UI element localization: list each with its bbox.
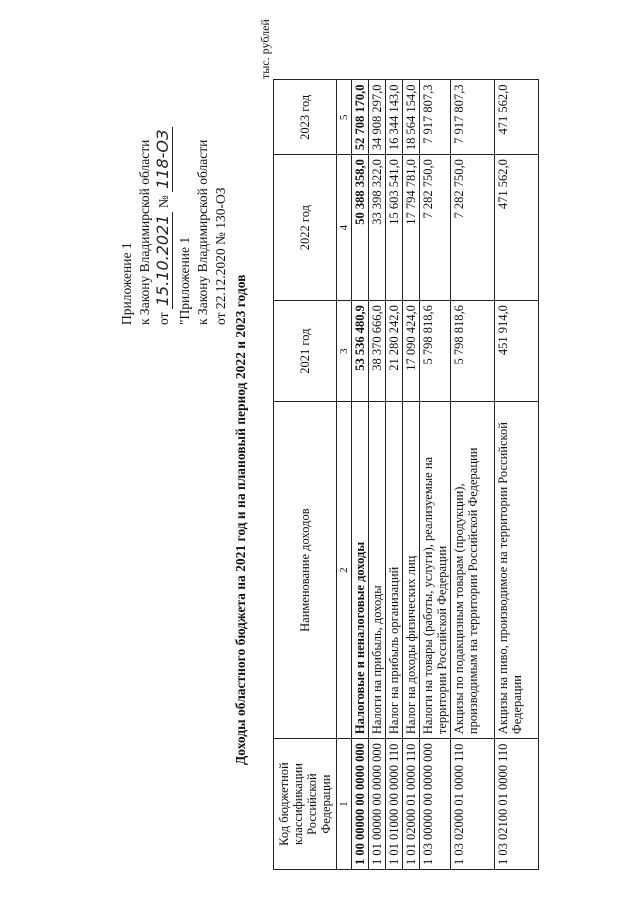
table-header-row — [274, 80, 337, 870]
row-2021: 21 280 242,0 — [386, 301, 403, 402]
income-table — [273, 80, 539, 871]
document-title: Доходы областного бюджета на 2021 год и на плановый период 2022 и 2023 годов — [233, 274, 248, 765]
header-name: Наименование доходов — [274, 402, 337, 739]
row-name: Налоги на прибыль, доходы — [369, 402, 386, 739]
column-number: 2 — [337, 402, 352, 739]
row-2021: 17 090 424,0 — [403, 301, 420, 402]
row-name: Акцизы по подакцизным товарам (продукции), производимым на территории Российской Федерации — [451, 402, 495, 739]
table-row — [369, 80, 386, 870]
row-2023: 16 344 143,0 — [386, 80, 403, 155]
column-number: 5 — [337, 80, 352, 155]
row-2021: 38 370 666,0 — [369, 301, 386, 402]
row-2021: 5 798 818,6 — [451, 301, 495, 402]
row-2021: 53 536 480,9 — [352, 301, 369, 402]
row-name: Акцизы на пиво, производимое на территории Российской Федерации — [495, 402, 539, 739]
row-2023: 18 564 154,0 — [403, 80, 420, 155]
row-name: Налог на прибыль организаций — [386, 402, 403, 739]
row-name: Налог на доходы физических лиц — [403, 402, 420, 739]
row-2021: 5 798 818,6 — [420, 301, 451, 402]
row-name: Налоги на товары (работы, услуги), реализуемые на территории Российской Федерации — [420, 402, 451, 739]
row-2023: 471 562,0 — [495, 80, 539, 155]
unit-label: тыс. рублей — [258, 19, 272, 79]
table-row — [420, 80, 451, 870]
original-appendix-law-ref: к Закону Владимирской области — [195, 139, 210, 325]
number-sign: № — [156, 195, 171, 209]
row-2021: 451 914,0 — [495, 301, 539, 402]
row-2023: 52 708 170,0 — [352, 80, 369, 155]
table-row — [403, 80, 420, 870]
table-row — [386, 80, 403, 870]
row-2023: 7 917 807,3 — [420, 80, 451, 155]
row-code: 1 01 00000 00 0000 000 — [369, 739, 386, 870]
appendix-header — [118, 127, 173, 325]
row-code: 1 00 00000 00 0000 000 — [352, 739, 369, 870]
header-2021: 2021 год — [274, 301, 337, 402]
row-2022: 17 794 781,0 — [403, 155, 420, 301]
header-2023: 2023 год — [274, 80, 337, 155]
appendix-from-label: от — [156, 312, 171, 325]
table-row — [495, 80, 539, 870]
row-code: 1 03 02000 01 0000 110 — [451, 739, 495, 870]
appendix-title: Приложение 1 — [119, 242, 134, 325]
column-number: 3 — [337, 301, 352, 402]
handwritten-date: 15.10.2021 — [153, 212, 173, 310]
row-2022: 50 388 358,0 — [352, 155, 369, 301]
row-name: Налоговые и неналоговые доходы — [352, 402, 369, 739]
column-number-row — [337, 80, 352, 870]
row-2023: 34 908 297,0 — [369, 80, 386, 155]
row-code: 1 03 02100 01 0000 110 — [495, 739, 539, 870]
row-code: 1 01 02000 01 0000 110 — [403, 739, 420, 870]
row-2022: 15 603 541,0 — [386, 155, 403, 301]
row-2022: 33 398 322,0 — [369, 155, 386, 301]
row-code: 1 01 01000 00 0000 110 — [386, 739, 403, 870]
row-2022: 7 282 750,0 — [420, 155, 451, 301]
row-code: 1 03 00000 00 0000 000 — [420, 739, 451, 870]
header-2022: 2022 год — [274, 155, 337, 301]
table-row — [451, 80, 495, 870]
row-2022: 7 282 750,0 — [451, 155, 495, 301]
table-row — [352, 80, 369, 870]
appendix-law-ref: к Закону Владимирской области — [137, 139, 152, 325]
column-number: 4 — [337, 155, 352, 301]
row-2023: 7 917 807,3 — [451, 80, 495, 155]
header-code: Код бюджетной классификации Российской Федерации — [274, 739, 337, 870]
column-number: 1 — [337, 739, 352, 870]
appendix-date-line — [154, 127, 173, 325]
original-appendix-date: от 22.12.2020 № 130-ОЗ — [213, 187, 228, 325]
original-appendix-header — [176, 140, 230, 325]
original-appendix-title: "Приложение 1 — [177, 236, 192, 325]
row-2022: 471 562,0 — [495, 155, 539, 301]
handwritten-number: 118-ОЗ — [153, 127, 173, 192]
